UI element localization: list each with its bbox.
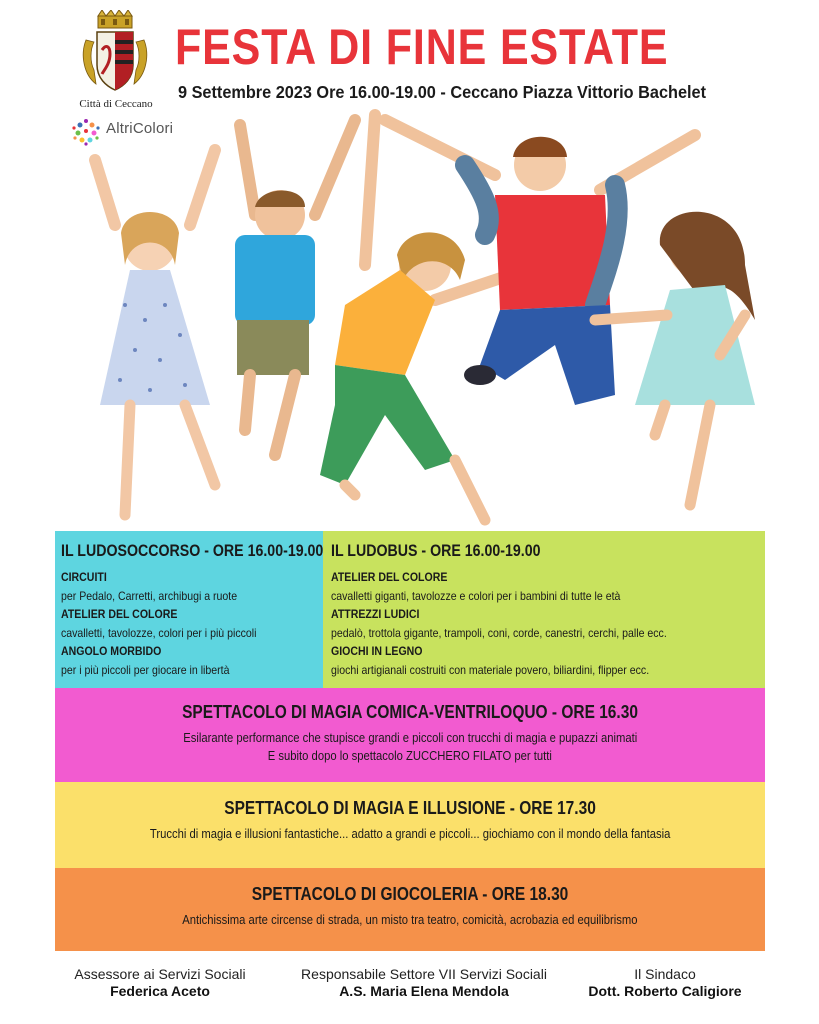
ludosoccorso-item-heading: ANGOLO MORBIDO xyxy=(61,644,162,658)
show-description: Antichissima arte circense di strada, un misto tra teatro, comicità, acrobazia ed equilibrismo xyxy=(182,913,638,927)
show-title: SPETTACOLO DI MAGIA COMICA-VENTRILOQUO - ORE 16.30 xyxy=(182,702,638,722)
ludobus-item-desc: cavalletti giganti, tavolozze e colori per i bambini di tutte le età xyxy=(331,588,621,603)
ludosoccorso-item-heading: CIRCUITI xyxy=(61,570,107,584)
ludosoccorso-box xyxy=(55,531,323,688)
event-date-location: 9 Settembre 2023 Ore 16.00-19.00 - Ceccano Piazza Vittorio Bachelet xyxy=(178,82,706,102)
ludosoccorso-item-desc: cavalletti, tavolozze, colori per i più piccoli xyxy=(61,625,257,640)
page-title: FESTA DI FINE ESTATE xyxy=(175,19,669,75)
ludosoccorso-item-desc: per i più piccoli per giocare in libertà xyxy=(61,662,230,677)
show-magia-comica-band xyxy=(55,688,765,782)
signature-name: A.S. Maria Elena Mendola xyxy=(339,983,509,999)
partner-logo-text: AltriColori xyxy=(106,120,174,137)
jumping-kids-image xyxy=(55,105,775,535)
ludobus-item-heading: GIOCHI IN LEGNO xyxy=(331,644,423,658)
signature-responsabile xyxy=(288,966,560,999)
show-description: Trucchi di magia e illusioni fantastiche... adatto a grandi e piccoli... giochiamo con il mondo della fantasia xyxy=(149,827,671,841)
show-title: SPETTACOLO DI MAGIA E ILLUSIONE - ORE 17.30 xyxy=(224,798,596,818)
ludosoccorso-item-heading: ATELIER DEL COLORE xyxy=(61,607,178,621)
show-description: Esilarante performance che stupisce grandi e piccoli con trucchi di magia e pupazzi animati xyxy=(183,731,637,745)
signature-sindaco xyxy=(565,966,765,999)
kid-girl-blue-dress xyxy=(95,150,215,515)
ceccano-crest-icon xyxy=(80,10,150,96)
ludosoccorso-title: IL LUDOSOCCORSO - ORE 16.00-19.00 xyxy=(61,542,324,560)
ludobus-box xyxy=(323,531,765,688)
ludobus-item-heading: ATTREZZI LUDICI xyxy=(331,607,420,621)
show-title: SPETTACOLO DI GIOCOLERIA - ORE 18.30 xyxy=(251,884,569,904)
ludobus-item-heading: ATELIER DEL COLORE xyxy=(331,570,448,584)
signature-role: Responsabile Settore VII Servizi Sociali xyxy=(301,966,547,982)
show-giocoleria-band xyxy=(55,868,765,951)
signature-role: Il Sindaco xyxy=(634,966,696,982)
signature-role: Assessore ai Servizi Sociali xyxy=(74,966,246,982)
signature-name: Federica Aceto xyxy=(110,983,210,999)
signature-name: Dott. Roberto Caligiore xyxy=(588,983,742,999)
signature-assessore xyxy=(60,966,260,999)
ludobus-item-desc: giochi artigianali costruiti con materiale povero, biliardini, flipper ecc. xyxy=(331,662,650,677)
city-label: Città di Ceccano xyxy=(79,98,153,110)
show-magia-illusione-band xyxy=(55,782,765,868)
ludobus-title: IL LUDOBUS - ORE 16.00-19.00 xyxy=(331,542,541,560)
ludosoccorso-item-desc: per Pedalo, Carretti, archibugi a ruote xyxy=(61,588,238,603)
show-description: E subito dopo lo spettacolo ZUCCHERO FILATO per tutti xyxy=(267,749,553,763)
ludobus-item-desc: pedalò, trottola gigante, trampoli, coni, corde, canestri, cerchi, palle ecc. xyxy=(331,625,667,640)
